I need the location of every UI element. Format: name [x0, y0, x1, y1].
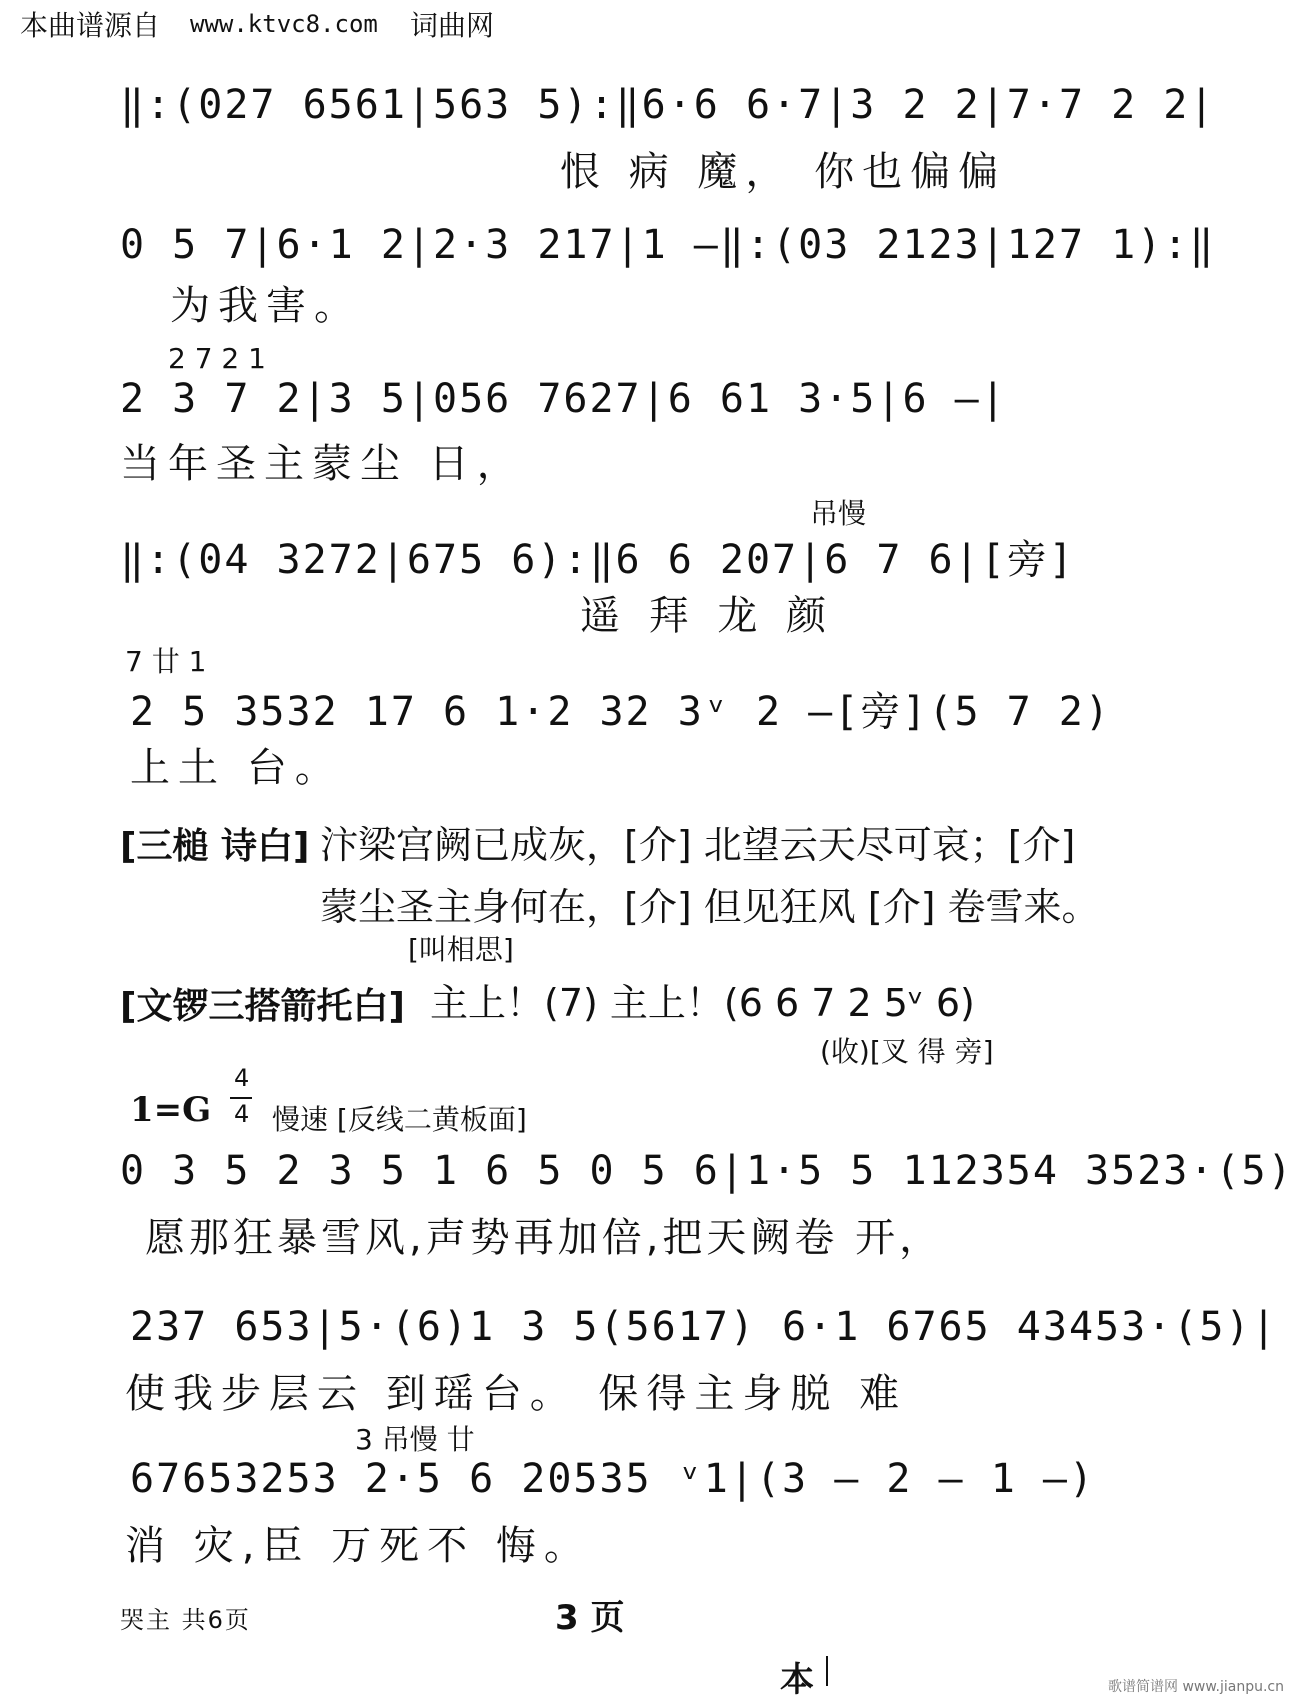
lyric2-line-2: 使我步层云 到瑶台。 保得主身脱 难 [125, 1371, 908, 1417]
lyric-line-3: 当年圣主蒙尘 日， [120, 441, 525, 487]
grace-line-5: 7 廿 1 [125, 645, 207, 678]
lyric-line-4: 遥 拜 龙 颜 [580, 593, 835, 639]
lyric2-line-3: 消 灾,臣 万死不 悔。 [125, 1523, 592, 1569]
gong-sub: (收)[叉 得 旁] [820, 1035, 994, 1068]
score-line-3: 2 3 7 2|3 5|056 7627|6 61 3·5|6 —| [120, 376, 1007, 422]
time-sig-bottom: 4 [234, 1100, 250, 1128]
page-number: 3 页 [555, 1598, 625, 1638]
lyric-line-2: 为我害。 [170, 283, 362, 329]
poem-line-1: 汴梁宫阙已成灰，[介] 北望云天尽可哀；[介] [320, 823, 1076, 867]
poem-label: [三槌 诗白] [120, 826, 310, 867]
source-site: 词曲网 [410, 9, 495, 42]
grace2-line-3: 3 吊慢 廿 [355, 1423, 475, 1456]
score-line-1: ‖:(027 6561|563 5):‖6·6 6·7|3 2 2|7·7 2 2| [120, 82, 1216, 128]
gong-annotation: [叫相思] [408, 933, 514, 966]
score-line-2: 0 5 7|6·1 2|2·3 217|1 —‖:(03 2123|127 1):‖ [120, 222, 1216, 268]
grace-line-3: 2 7 2 1 [168, 342, 266, 375]
poem-line-2: 蒙尘圣主身何在，[介] 但见狂风 [介] 卷雪来。 [320, 885, 1100, 929]
tempo-text: 慢速 [反线二黄板面] [272, 1103, 527, 1136]
gong-label: [文锣三搭箭托白] [120, 986, 405, 1027]
source-url[interactable]: www.ktvc8.com [190, 10, 378, 38]
score-line-5: 2 5 3532 17 6 1·2 32 3ᵛ 2 —[旁](5 7 2) [130, 689, 1111, 735]
lyric-line-1: 恨 病 魔， 你也偏偏 [560, 149, 1007, 195]
grace-line-4: 吊慢 [810, 497, 867, 530]
bottom-mark: 本 [780, 1660, 814, 1700]
watermark: 歌谱简谱网 www.jianpu.cn [1108, 1679, 1284, 1695]
footer-left: 哭主 共6页 [120, 1606, 251, 1634]
score2-line-2: 237 653|5·(6)1 3 5(5617) 6·1 6765 43453·(5)| [130, 1304, 1278, 1350]
lyric-line-5: 上土 台。 [130, 745, 343, 791]
score2-line-1: 0 3 5 2 3 5 1 6 5 0 5 6|1·5 5 112354 3523·(5) [120, 1148, 1294, 1194]
score2-line-3: 67653253 2·5 6 20535 ᵛ1|(3 — 2 — 1 —) [130, 1456, 1096, 1502]
bottom-mark-bar [826, 1656, 828, 1686]
source-label: 本曲谱源自 [20, 9, 161, 42]
time-sig-divider [230, 1097, 252, 1099]
time-sig-top: 4 [234, 1064, 250, 1092]
key-signature: 1=G [130, 1090, 212, 1130]
lyric2-line-1: 愿那狂暴雪风,声势再加倍,把天阙卷 开， [145, 1215, 944, 1261]
score-line-4: ‖:(04 3272|675 6):‖6 6 207|6 7 6|[旁] [120, 537, 1075, 583]
gong-text: 主上！(7) 主上！(6 6 7 2 5ᵛ 6) [430, 981, 975, 1025]
